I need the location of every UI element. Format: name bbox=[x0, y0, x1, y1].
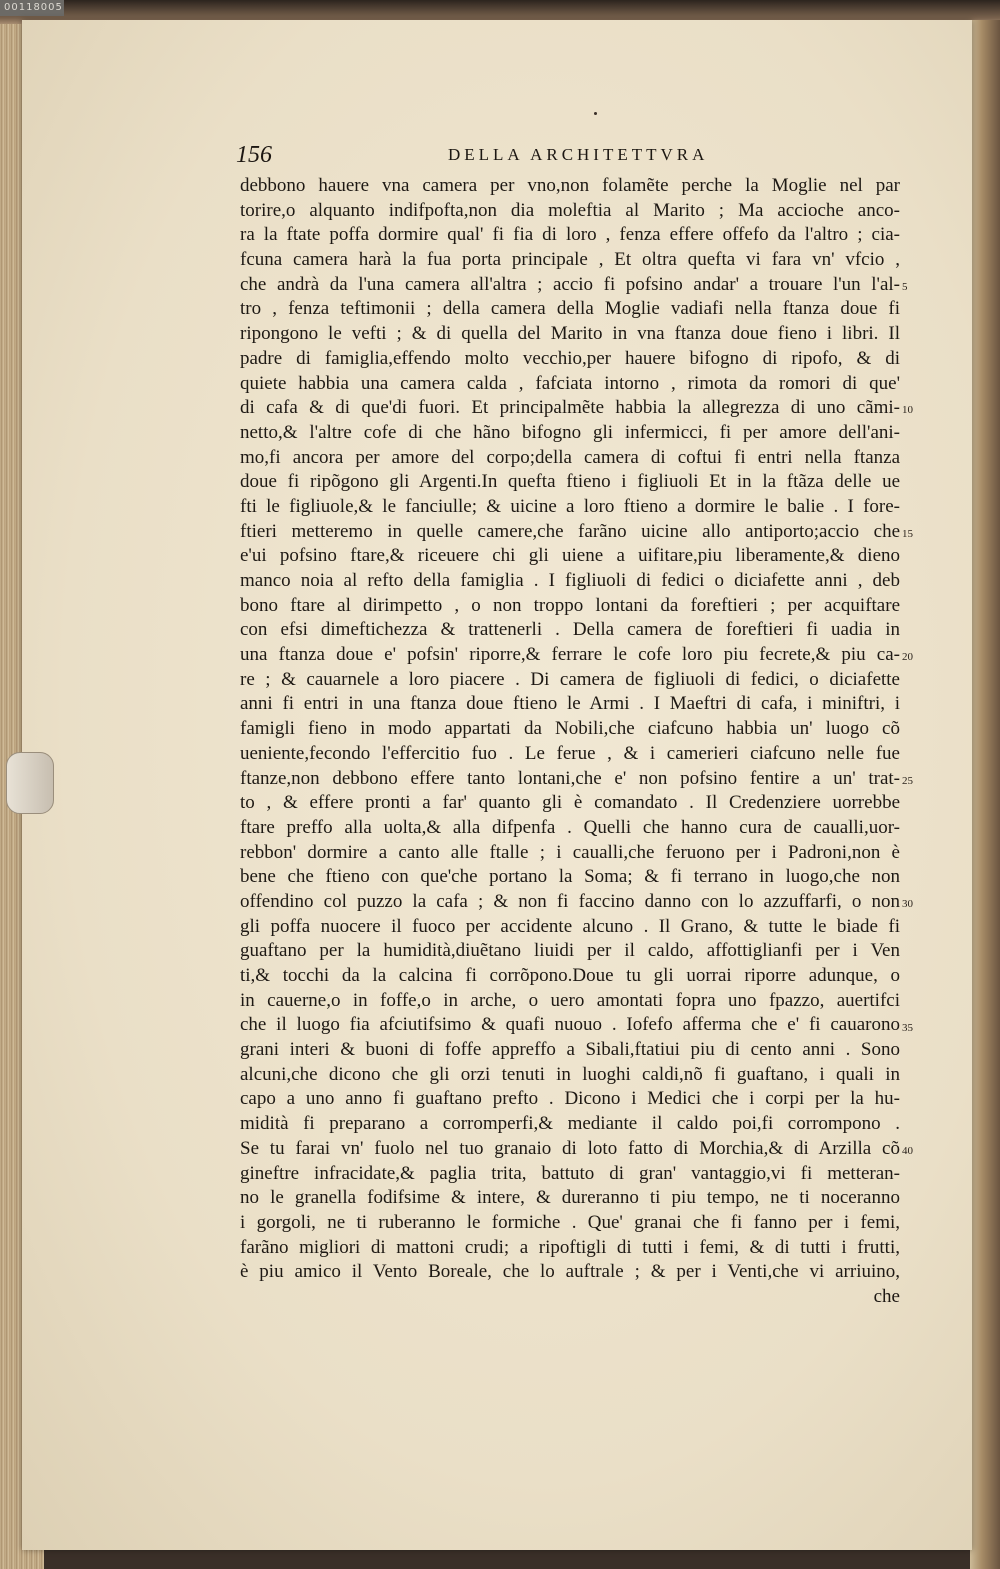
text-line: bene che ftieno con que'che portano la Soma; & fi terrano in luogo,che non bbox=[240, 866, 900, 888]
text-line: fti le figliuole,& le fanciulle; & uicine a loro ftieno a dormire le balie . I fore- bbox=[240, 495, 900, 517]
text-line: offendino col puzzo la cafa ; & non fi faccino danno con lo azzuffarfi, o non bbox=[240, 890, 900, 912]
text-line: mo,fi ancora per amore del corpo;della camera di coftui fi entri nella ftanza bbox=[240, 446, 900, 468]
margin-number: 10 bbox=[902, 404, 913, 417]
text-line: capo a uno anno fi guaftano prefto . Dicono i Medici che i corpi per la hu- bbox=[240, 1088, 900, 1110]
text-line: che andrà da l'una camera all'altra ; accio fi pofsino andar' a trouare l'un l'al- bbox=[240, 273, 900, 295]
text-line: una ftanza doue e' pofsin' riporre,& ferrare le cofe loro piu fecrete,& piu ca- bbox=[240, 644, 900, 666]
text-line: in cauerne,o in foffe,o in arche, o uero amontati fopra uno fpazzo, auertifci bbox=[240, 989, 900, 1011]
text-line: midità fi preparano a corromperfi,& mediante il caldo poi,fi corrompono . bbox=[240, 1113, 900, 1135]
text-line: famigli fieno in modo appartati da Nobili,che ciafcuno habbia un' luogo cõ bbox=[240, 718, 900, 740]
text-line: ra la ftate poffa dormire qual' fi fia di loro , fenza effere offefo da l'altro ; cia- bbox=[240, 224, 900, 246]
running-title: DELLA ARCHITETTVRA bbox=[448, 145, 709, 164]
page-stack-right bbox=[970, 20, 1000, 1569]
text-line: ftare preffo alla uolta,& alla difpenfa . Quelli che hanno cura de caualli,uor- bbox=[240, 816, 900, 838]
running-head bbox=[236, 142, 756, 170]
text-line: di cafa & di que'di fuori. Et principalmẽte habbia la allegrezza di uno cãmi- bbox=[240, 397, 900, 419]
ink-dot bbox=[594, 112, 597, 115]
text-line: Se tu farai vn' fuolo nel tuo granaio di loto fatto di Morchia,& di Arzilla cõ bbox=[240, 1137, 900, 1159]
text-line: anni fi entri in una ftanza doue ftieno le Armi . I Maeftri di cafa, i miniftri, i bbox=[240, 693, 900, 715]
text-line: che bbox=[873, 1285, 900, 1307]
text-line: bono ftare al dirimpetto , o non troppo lontani da foreftieri ; per acquiftare bbox=[240, 594, 900, 616]
clasp-tab bbox=[6, 752, 54, 814]
margin-number: 15 bbox=[902, 527, 913, 540]
text-line: ftanze,non debbono effere tanto lontani,che e' non pofsino fentire a un' trat- bbox=[240, 767, 900, 789]
text-line: no le granella fodifsime & intere, & dureranno ti piu tempo, ne ti noceranno bbox=[240, 1187, 900, 1209]
text-line: con efsi dimeftichezza & trattenerli . Della camera de foreftieri fi uadia in bbox=[240, 619, 900, 641]
text-line: gli poffa nuocere il fuoco per accidente alcuno . Il Grano, & tutte le biade fi bbox=[240, 915, 900, 937]
text-line: ftieri metteremo in quelle camere,che farãno uicine allo antiporto;accio che bbox=[240, 520, 900, 542]
scan-label: 00118005 bbox=[0, 0, 64, 16]
text-line: debbono hauere vna camera per vno,non folamẽte perche la Moglie nel par bbox=[240, 175, 900, 196]
text-block bbox=[240, 174, 900, 1310]
text-line: torire,o alquanto indifpofta,non dia moleftia al Marito ; Ma accioche anco- bbox=[240, 199, 900, 221]
text-line: alcuni,che dicono che gli orzi tenuti in luoghi caldi,nõ fi guaftano, i quali in bbox=[240, 1063, 900, 1085]
text-line: che il luogo fia afciutifsimo & quafi nuouo . Iofefo afferma che e' fi cauarono bbox=[240, 1014, 900, 1036]
text-line: farãno migliori di mattoni crudi; a ripoftigli di tutti i femi, & di tutti i frutti, bbox=[240, 1236, 900, 1258]
text-line: doue fi ripõgono gli Argenti.In quefta ftieno i figliuoli Et in la ftãza delle ue bbox=[240, 471, 900, 493]
text-line: ripongono le vefti ; & di quella del Marito in vna ftanza doue fieno i libri. Il bbox=[240, 323, 900, 345]
margin-number: 35 bbox=[902, 1021, 913, 1034]
text-line: ti,& tocchi da la calcina fi corrõpono.Doue tu gli uorrai riporre adunque, o bbox=[240, 965, 900, 986]
text-line: padre di famiglia,effendo molto vecchio,per hauere bifogno di ripofo, & di bbox=[240, 347, 900, 369]
folio-number: 156 bbox=[236, 142, 272, 168]
text-line: quiete habbia una camera calda , fafciata intorno , rimota da romori di que' bbox=[240, 372, 900, 394]
text-line: grani interi & buoni di foffe appreffo a Sibali,ftatiui piu di cento anni . Sono bbox=[240, 1039, 900, 1061]
text-line: fcuna camera harà la fua porta principale , Et oltra quefta vi fara vn' vfcio , bbox=[240, 249, 900, 271]
text-line: tro , fenza teftimonii ; della camera della Moglie vadiafi nella ftanza doue fi bbox=[240, 298, 900, 320]
margin-number: 20 bbox=[902, 651, 913, 664]
text-line: è piu amico il Vento Boreale, che lo auftrale ; & per i Venti,che vi arriuino, bbox=[240, 1261, 900, 1283]
text-line: gineftre infracidate,& paglia trita, battuto di gran' vantaggio,vi fi metteran- bbox=[240, 1162, 900, 1184]
text-line: to , & effere pronti a far' quanto gli è comandato . Il Credenziere uorrebbe bbox=[240, 792, 900, 814]
text-line: i gorgoli, ne ti ruberanno le formiche . Que' granai che fi fanno per i femi, bbox=[240, 1211, 900, 1233]
text-line: re ; & cauarnele a loro piacere . Di camera de figliuoli di fedici, o diciafette bbox=[240, 668, 900, 690]
text-line: manco noia al refto della famiglia . I figliuoli di fedici o diciafette anni , deb bbox=[240, 570, 900, 591]
text-line: netto,& l'altre cofe di che hãno bifogno gli infermicci, fi per amore dell'ani- bbox=[240, 421, 900, 443]
margin-number: 30 bbox=[902, 898, 913, 911]
margin-number: 40 bbox=[902, 1145, 913, 1158]
margin-number: 5 bbox=[902, 280, 908, 293]
text-line: rebbon' dormire a canto alle ftalle ; i caualli,che feruono per i Padroni,non è bbox=[240, 841, 900, 863]
text-line: e'ui pofsino ftare,& riceuere chi gli uiene a uifitare,piu liberamente,& dieno bbox=[240, 545, 900, 567]
text-line: guaftano per la humidità,diuẽtano liuidi per il caldo, affottiglianfi per i Ven bbox=[240, 940, 900, 962]
margin-number: 25 bbox=[902, 774, 913, 787]
text-line: ueniente,fecondo l'effercitio fuo . Le ferue , & i camerieri ciafcuno nelle fue bbox=[240, 742, 900, 764]
